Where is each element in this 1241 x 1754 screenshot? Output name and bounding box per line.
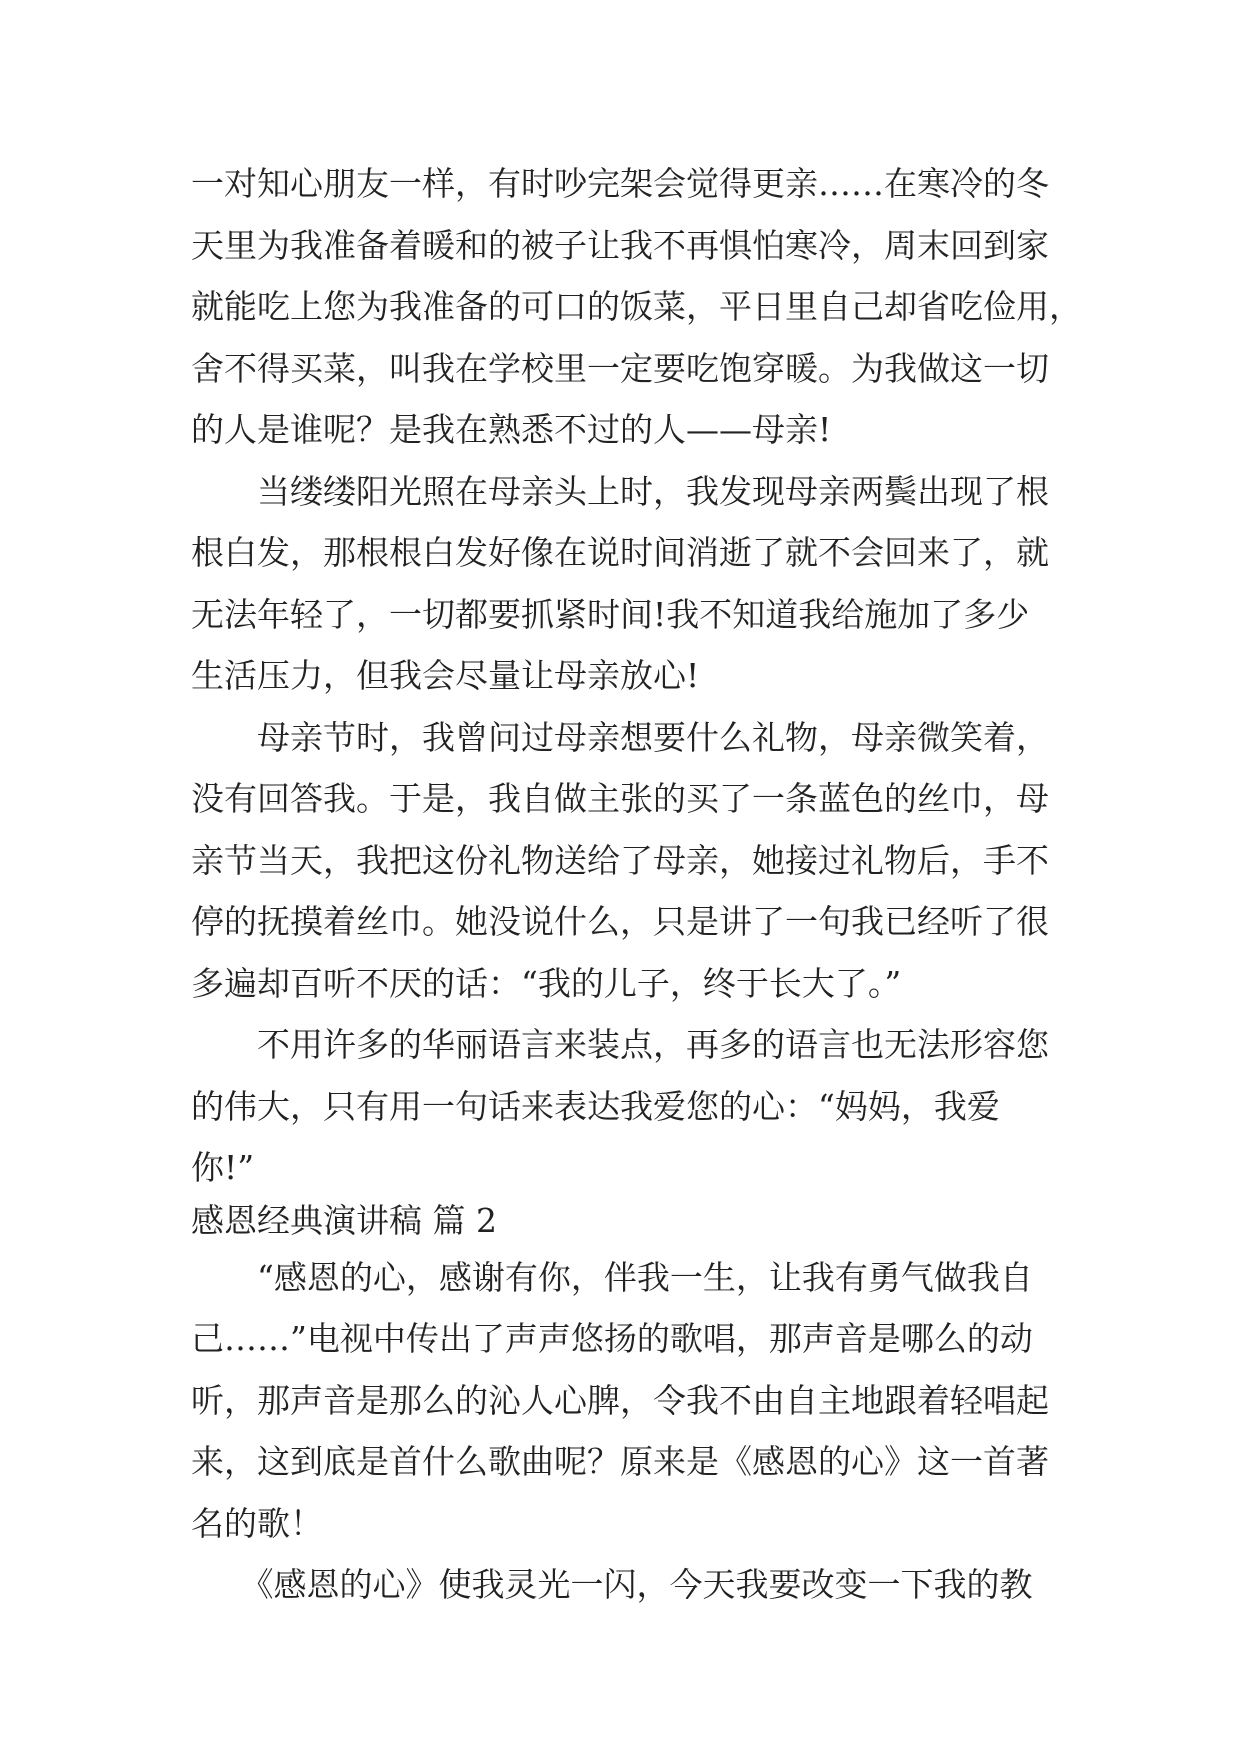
text-line: 生活压力，但我会尽量让母亲放心! (191, 656, 700, 695)
text-line: 母亲节时，我曾问过母亲想要什么礼物，母亲微笑着， (191, 717, 1049, 757)
section-heading: 感恩经典演讲稿 篇 2 (191, 1200, 497, 1240)
text-line: 己……”电视中传出了声声悠扬的歌唱，那声音是哪么的动 (191, 1319, 1033, 1358)
document-body (191, 153, 1091, 1616)
text-line: 来，这到底是首什么歌曲呢？原来是《感恩的心》这一首著 (191, 1442, 1049, 1481)
text-line: 天里为我准备着暖和的被子让我不再惧怕寒冷，周末回到家 (191, 225, 1049, 265)
text-line: 无法年轻了，一切都要抓紧时间!我不知道我给施加了多少 (191, 594, 1030, 634)
text-line: 《感恩的心》使我灵光一闪，今天我要改变一下我的教 (191, 1565, 1033, 1604)
text-line: 根白发，那根根白发好像在说时间消逝了就不会回来了，就 (191, 533, 1049, 572)
text-line: 不用许多的华丽语言来装点，再多的语言也无法形容您 (191, 1025, 1049, 1064)
text-line: 名的歌！ (191, 1503, 323, 1543)
text-line: 亲节当天，我把这份礼物送给了母亲，她接过礼物后，手不 (191, 840, 1049, 880)
text-line: 停的抚摸着丝巾。她没说什么，只是讲了一句我已经听了很 (191, 902, 1049, 941)
text-line: 的人是谁呢？是我在熟悉不过的人——母亲! (191, 410, 832, 449)
text-line: “感恩的心，感谢有你，伴我一生，让我有勇气做我自 (191, 1257, 1033, 1297)
text-line: 一对知心朋友一样，有时吵完架会觉得更亲……在寒冷的冬 (191, 164, 1049, 203)
text-line: 舍不得买菜，叫我在学校里一定要吃饱穿暖。为我做这一切 (191, 348, 1049, 388)
text-line: 当缕缕阳光照在母亲头上时，我发现母亲两鬓出现了根 (191, 471, 1049, 511)
text-line: 听，那声音是那么的沁人心脾，令我不由自主地跟着轻唱起 (191, 1380, 1049, 1420)
text-line: 没有回答我。于是，我自做主张的买了一条蓝色的丝巾，母 (191, 779, 1049, 818)
text-line: 你!” (191, 1148, 255, 1187)
text-line: 的伟大，只有用一句话来表达我爱您的心：“妈妈，我爱 (191, 1086, 1000, 1126)
text-line: 就能吃上您为我准备的可口的饭菜，平日里自己却省吃俭用， (191, 287, 1082, 326)
text-line: 多遍却百听不厌的话：“我的儿子，终于长大了。” (191, 963, 902, 1003)
